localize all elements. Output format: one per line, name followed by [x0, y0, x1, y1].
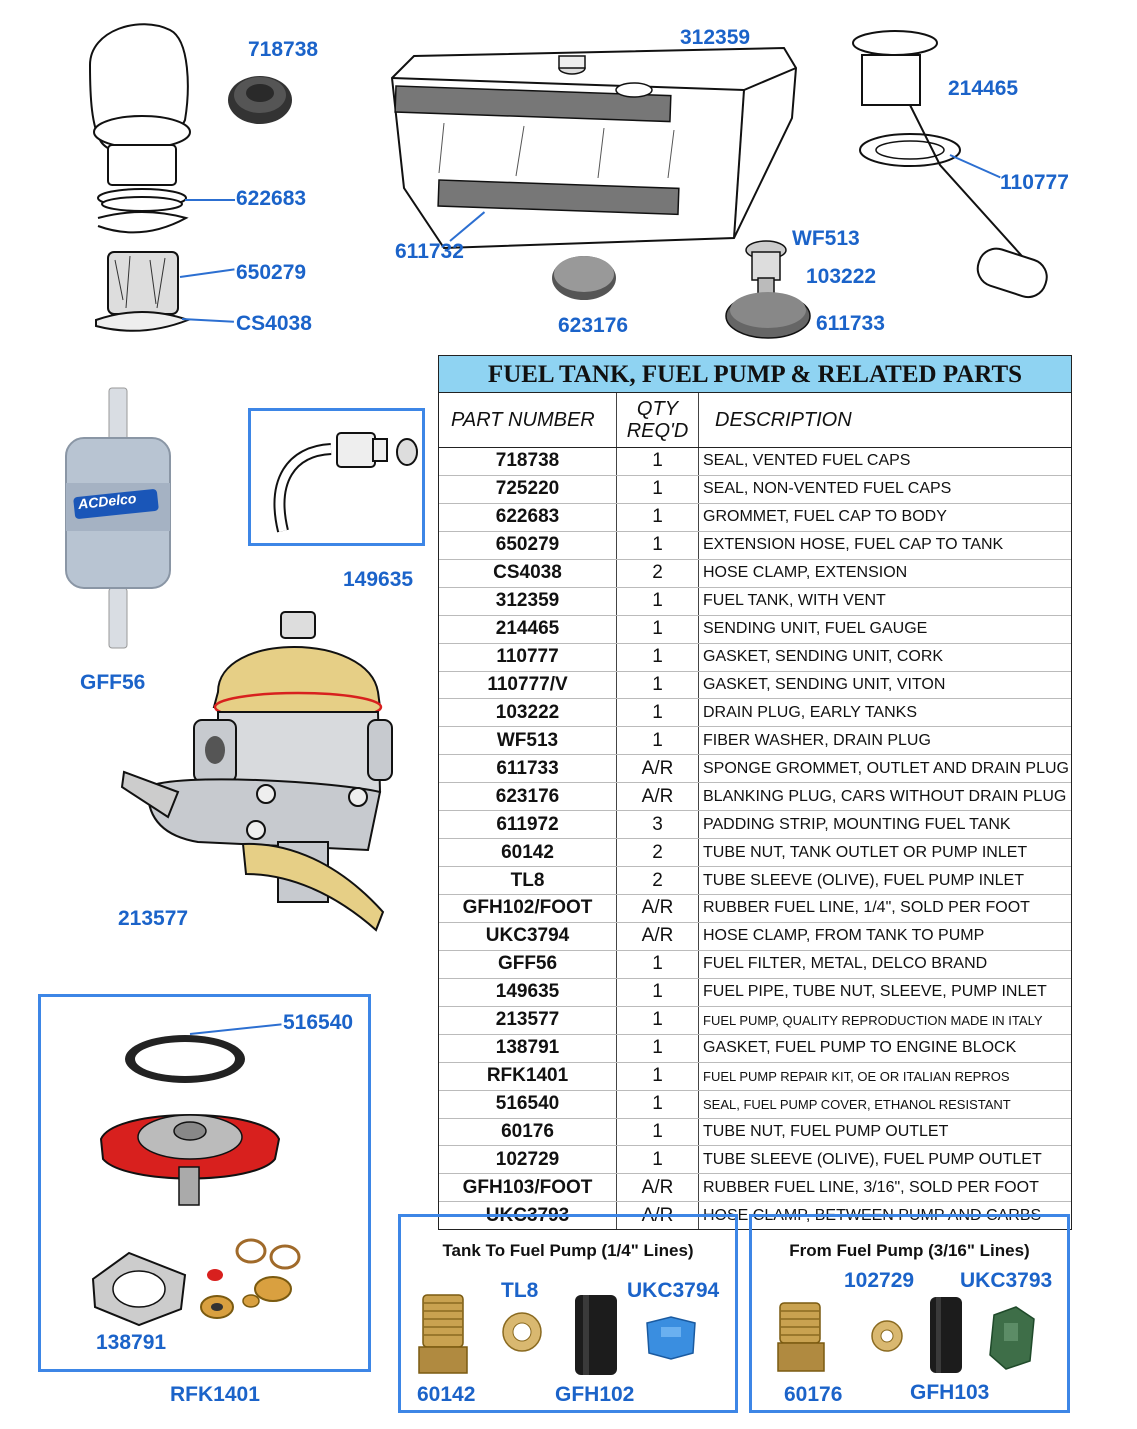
cell-description: HOSE CLAMP, FROM TANK TO PUMP	[703, 927, 985, 945]
cell-qty: 2	[617, 867, 699, 894]
callout-623176: 623176	[558, 314, 629, 337]
cell-part-number: UKC3793	[439, 1202, 617, 1229]
drain-plug-assembly-drawing	[724, 238, 814, 343]
cell-part-number: 718738	[439, 448, 617, 475]
callout-103222: 103222	[806, 265, 877, 288]
cell-part-number: GFH103/FOOT	[439, 1174, 617, 1201]
label-UKC3794: UKC3794	[627, 1279, 720, 1302]
cell-qty: 1	[617, 979, 699, 1006]
cell-qty: A/R	[617, 1174, 699, 1201]
cell-qty: 2	[617, 560, 699, 587]
cell-description: GASKET, SENDING UNIT, CORK	[703, 648, 944, 666]
cell-qty: A/R	[617, 923, 699, 950]
cell-part-number: 611972	[439, 811, 617, 838]
cell-description: SPONGE GROMMET, OUTLET AND DRAIN PLUG	[703, 759, 1069, 777]
table-row	[439, 1174, 1071, 1202]
cell-qty: 1	[617, 1091, 699, 1118]
table-row	[439, 811, 1071, 839]
table-row	[439, 476, 1071, 504]
cell-part-number: 611733	[439, 755, 617, 782]
cell-part-number: TL8	[439, 867, 617, 894]
cell-part-number: 149635	[439, 979, 617, 1006]
filter-brand-logo: ACDelco	[77, 489, 138, 513]
cell-qty: 1	[617, 1035, 699, 1062]
cell-description: FUEL PUMP REPAIR KIT, OE OR ITALIAN REPROS	[703, 1068, 1010, 1084]
callout-GFF56: GFF56	[80, 671, 146, 694]
cell-qty: 1	[617, 699, 699, 726]
table-row	[439, 839, 1071, 867]
from-pump-box	[749, 1214, 1070, 1413]
table-row	[439, 1091, 1071, 1119]
header-qty-line1: QTY	[636, 398, 679, 420]
from-pump-title: From Fuel Pump (3/16" Lines)	[789, 1241, 1030, 1260]
seal-grommet-drawing	[222, 68, 302, 130]
cell-part-number: RFK1401	[439, 1063, 617, 1090]
cell-part-number: 110777	[439, 644, 617, 671]
table-row	[439, 448, 1071, 476]
cell-description: GASKET, SENDING UNIT, VITON	[703, 675, 946, 693]
callout-RFK1401: RFK1401	[170, 1383, 260, 1406]
cell-part-number: 516540	[439, 1091, 617, 1118]
cell-part-number: 622683	[439, 504, 617, 531]
cell-description: FUEL TANK, WITH VENT	[703, 592, 886, 610]
hose-clamp-UKC3794-photo	[641, 1313, 701, 1361]
cell-description: BLANKING PLUG, CARS WITHOUT DRAIN PLUG	[703, 787, 1067, 805]
cell-qty: A/R	[617, 783, 699, 810]
callout-214465: 214465	[948, 77, 1019, 100]
cell-part-number: 725220	[439, 476, 617, 503]
blanking-plug-drawing	[550, 250, 618, 302]
table-row	[439, 895, 1071, 923]
callout-622683: 622683	[236, 187, 307, 210]
cell-qty: 1	[617, 504, 699, 531]
callout-516540: 516540	[283, 1011, 354, 1034]
callout-611733: 611733	[816, 312, 885, 335]
table-row	[439, 1063, 1071, 1091]
table-row	[439, 616, 1071, 644]
callout-650279: 650279	[236, 261, 307, 284]
callout-312359: 312359	[680, 26, 751, 49]
table-row	[439, 504, 1071, 532]
fuel-tank-drawing	[384, 38, 804, 258]
cell-description: FUEL PUMP, QUALITY REPRODUCTION MADE IN ITALY	[703, 1012, 1043, 1028]
cell-part-number: 623176	[439, 783, 617, 810]
callout-611732: 611732	[395, 240, 464, 263]
cell-description: RUBBER FUEL LINE, 3/16", SOLD PER FOOT	[703, 1178, 1039, 1196]
table-row	[439, 979, 1071, 1007]
cell-qty: 1	[617, 588, 699, 615]
gasket-drawing	[89, 1249, 189, 1329]
table-row	[439, 755, 1071, 783]
table-row	[439, 699, 1071, 727]
cell-description: SEAL, VENTED FUEL CAPS	[703, 452, 911, 470]
cell-qty: A/R	[617, 895, 699, 922]
cell-part-number: 214465	[439, 616, 617, 643]
cell-qty: 1	[617, 532, 699, 559]
cell-part-number: 103222	[439, 699, 617, 726]
cell-description: GROMMET, FUEL CAP TO BODY	[703, 508, 947, 526]
cell-description: FUEL FILTER, METAL, DELCO BRAND	[703, 955, 988, 973]
callout-CS4038: CS4038	[236, 312, 312, 335]
tube-nut-60176-photo	[776, 1303, 826, 1373]
hose-clamp-UKC3793-photo	[986, 1305, 1038, 1371]
cell-part-number: GFH102/FOOT	[439, 895, 617, 922]
cell-qty: 1	[617, 727, 699, 754]
table-row	[439, 532, 1071, 560]
fuel-filter-drawing	[60, 388, 180, 650]
callout-110777: 110777	[1000, 171, 1069, 194]
fuel-pipe-drawing	[261, 421, 421, 536]
cell-qty: A/R	[617, 1202, 699, 1229]
cell-qty: A/R	[617, 755, 699, 782]
cell-qty: 1	[617, 951, 699, 978]
cell-description: EXTENSION HOSE, FUEL CAP TO TANK	[703, 536, 1004, 554]
cell-qty: 2	[617, 839, 699, 866]
cover-seal-drawing	[123, 1033, 247, 1085]
cell-qty: 1	[617, 616, 699, 643]
table-row	[439, 867, 1071, 895]
leader-line	[185, 199, 235, 201]
cell-part-number: 213577	[439, 1007, 617, 1034]
cell-description: TUBE SLEEVE (OLIVE), FUEL PUMP INLET	[703, 871, 1024, 889]
callout-138791: 138791	[96, 1331, 167, 1354]
fuel-pipe-frame	[248, 408, 425, 546]
callout-149635: 149635	[343, 568, 414, 591]
tank-to-pump-box	[398, 1214, 738, 1413]
cell-part-number: 110777/V	[439, 672, 617, 699]
sending-unit-drawing	[850, 25, 1060, 300]
diaphragm-drawing	[95, 1097, 285, 1207]
cell-part-number: WF513	[439, 727, 617, 754]
olive-102729-photo	[870, 1319, 904, 1353]
header-qty	[617, 393, 699, 447]
label-GFH103: GFH103	[910, 1381, 990, 1404]
cell-part-number: 60176	[439, 1119, 617, 1146]
table-row	[439, 1146, 1071, 1174]
table-row	[439, 644, 1071, 672]
cell-qty: 3	[617, 811, 699, 838]
table-row	[439, 560, 1071, 588]
table-row	[439, 727, 1071, 755]
table-row	[439, 1035, 1071, 1063]
table-row	[439, 783, 1071, 811]
cell-part-number: 102729	[439, 1146, 617, 1173]
cell-qty: 1	[617, 644, 699, 671]
rubber-hose-GFH102-photo	[571, 1295, 621, 1375]
cell-description: SEAL, FUEL PUMP COVER, ETHANOL RESISTANT	[703, 1096, 1011, 1112]
cell-qty: 1	[617, 1146, 699, 1173]
cell-description: TUBE NUT, TANK OUTLET OR PUMP INLET	[703, 843, 1028, 861]
table-title: FUEL TANK, FUEL PUMP & RELATED PARTS	[439, 356, 1071, 393]
cell-part-number: CS4038	[439, 560, 617, 587]
header-part-number: PART NUMBER	[439, 393, 617, 447]
cell-description: HOSE CLAMP, BETWEEN PUMP AND CARBS	[703, 1206, 1042, 1224]
cell-qty: 1	[617, 1007, 699, 1034]
cell-description: PADDING STRIP, MOUNTING FUEL TANK	[703, 815, 1011, 833]
cell-description: TUBE SLEEVE (OLIVE), FUEL PUMP OUTLET	[703, 1150, 1042, 1168]
cell-description: SENDING UNIT, FUEL GAUGE	[703, 620, 928, 638]
cell-part-number: UKC3794	[439, 923, 617, 950]
table-row	[439, 588, 1071, 616]
table-row	[439, 672, 1071, 700]
cell-part-number: GFF56	[439, 951, 617, 978]
label-UKC3793: UKC3793	[960, 1269, 1053, 1292]
label-GFH102: GFH102	[555, 1383, 635, 1406]
cell-part-number: 650279	[439, 532, 617, 559]
valve-seals-drawing	[199, 1237, 319, 1327]
callout-718738: 718738	[248, 38, 319, 61]
table-header-row	[439, 393, 1071, 448]
callout-213577: 213577	[118, 907, 189, 930]
tube-nut-60142-photo	[417, 1295, 469, 1375]
cell-qty: 1	[617, 476, 699, 503]
table-row	[439, 1119, 1071, 1147]
label-60142: 60142	[417, 1383, 476, 1406]
label-60176: 60176	[784, 1383, 843, 1406]
cell-part-number: 312359	[439, 588, 617, 615]
rubber-hose-GFH103-photo	[926, 1297, 966, 1373]
olive-TL8-photo	[501, 1311, 543, 1353]
cell-part-number: 138791	[439, 1035, 617, 1062]
cell-description: SEAL, NON-VENTED FUEL CAPS	[703, 480, 952, 498]
fuel-pump-drawing	[118, 612, 398, 942]
label-TL8: TL8	[501, 1279, 539, 1302]
cell-description: DRAIN PLUG, EARLY TANKS	[703, 703, 917, 721]
table-row	[439, 1007, 1071, 1035]
callout-WF513: WF513	[792, 227, 860, 250]
cell-qty: 1	[617, 672, 699, 699]
header-description: DESCRIPTION	[715, 408, 852, 431]
cell-description: GASKET, FUEL PUMP TO ENGINE BLOCK	[703, 1039, 1017, 1057]
cell-part-number: 60142	[439, 839, 617, 866]
repair-kit-frame	[38, 994, 371, 1372]
cell-description: FUEL PIPE, TUBE NUT, SLEEVE, PUMP INLET	[703, 983, 1047, 1001]
tank-to-pump-title: Tank To Fuel Pump (1/4" Lines)	[442, 1241, 694, 1260]
label-102729: 102729	[844, 1269, 915, 1292]
cell-qty: 1	[617, 1119, 699, 1146]
cell-description: RUBBER FUEL LINE, 1/4", SOLD PER FOOT	[703, 899, 1030, 917]
table-row	[439, 951, 1071, 979]
cell-qty: 1	[617, 1063, 699, 1090]
table-body	[439, 448, 1071, 1229]
cell-description: TUBE NUT, FUEL PUMP OUTLET	[703, 1122, 949, 1140]
cell-description: FIBER WASHER, DRAIN PLUG	[703, 731, 931, 749]
table-row	[439, 923, 1071, 951]
cell-description: HOSE CLAMP, EXTENSION	[703, 564, 908, 582]
parts-table	[438, 355, 1072, 1230]
header-qty-line2: REQ'D	[626, 420, 689, 442]
cell-qty: 1	[617, 448, 699, 475]
fuel-cap-assembly-drawing	[70, 20, 210, 340]
